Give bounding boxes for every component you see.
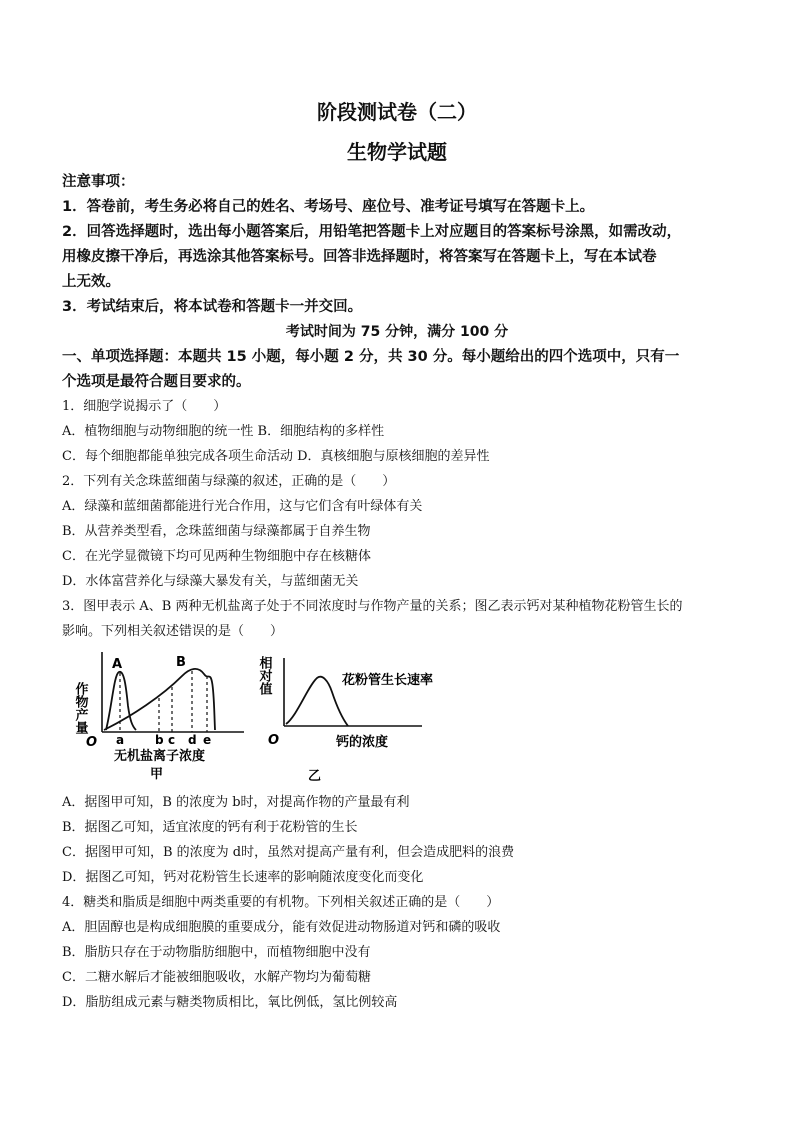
notice-item: 上无效。 [62,274,120,290]
question-option: B．据图乙可知，适宜浓度的钙有利于花粉管的生长 [62,820,358,835]
figure-yi-ylabel: 相对值 [256,656,272,695]
figure-yi [257,655,434,784]
question-option: A．据图甲可知，B 的浓度为 b时，对提高作物的产量最有利 [62,795,410,810]
tick-label: d [188,733,197,747]
notice-item: 1．答卷前，考生务必将自己的姓名、考场号、座位号、准考证号填写在答题卡上。 [62,199,595,215]
curve-b-label: B [176,655,186,670]
exam-info: 考试时间为 75 分钟，满分 100 分 [285,324,509,340]
growth-curve [286,677,348,726]
notice-item: 用橡皮擦干净后，再选涂其他答案标号。回答非选择题时，将答案写在答题卡上，写在本试卷 [62,249,657,265]
figure-jia-caption: 甲 [150,767,164,782]
figure-yi-caption: 乙 [308,769,322,784]
question-stem: 3．图甲表示 A、B 两种无机盐离子处于不同浓度时与作物产量的关系；图乙表示钙对某种植物花粉管生长的 [62,599,683,614]
curve-label: 花粉管生长速率 [342,673,434,688]
notice-item: 3．考试结束后，将本试卷和答题卡一并交回。 [62,299,363,315]
section-heading: 一、单项选择题：本题共 15 小题，每小题 2 分，共 30 分。每小题给出的四个选项中，只有一 [62,349,680,365]
question-option: B．从营养类型看，念珠蓝细菌与绿藻都属于自养生物 [62,524,371,539]
question-stem: 4．糖类和脂质是细胞中两类重要的有机物。下列相关叙述正确的是（ ） [62,895,500,910]
question-option: C．据图甲可知，B 的浓度为 d时，虽然对提高产量有利，但会造成肥料的浪费 [62,845,515,860]
question-option: D．脂肪组成元素与糖类物质相比，氧比例低，氢比例较高 [62,995,398,1010]
question-option: C．在光学显微镜下均可见两种生物细胞中存在核糖体 [62,549,371,564]
question-option: D．水体富营养化与绿藻大暴发有关，与蓝细菌无关 [62,574,359,589]
origin-label: O [86,735,98,750]
tick-label: c [168,733,176,747]
question-option: A．绿藻和蓝细菌都能进行光合作用，这与它们含有叶绿体有关 [62,499,423,514]
curve-a-label: A [112,657,123,672]
figure-jia-xlabel: 无机盐离子浓度 [114,749,206,764]
page-title: 阶段测试卷（二） [317,100,477,124]
page-subtitle: 生物学试题 [347,140,447,164]
notice-heading: 注意事项： [62,174,135,190]
question-option: C．每个细胞都能单独完成各项生命活动 D．真核细胞与原核细胞的差异性 [62,449,490,464]
question-option: B．脂肪只存在于动物脂肪细胞中，而植物细胞中没有 [62,945,371,960]
figure-yi-xlabel: 钙的浓度 [336,735,389,750]
question-stem: 2．下列有关念珠蓝细菌与绿藻的叙述，正确的是（ ） [62,474,396,489]
figure-jia-ylabel: 作物产量 [72,682,88,734]
origin-label: O [268,733,280,748]
tick-label: a [116,733,125,747]
tick-label: b [155,733,164,747]
question-figure [72,646,472,790]
question-option: A．胆固醇也是构成细胞膜的重要成分，能有效促进动物肠道对钙和磷的吸收 [62,920,501,935]
tick-label: e [203,733,212,747]
question-option: C．二糖水解后才能被细胞吸收，水解产物均为葡萄糖 [62,970,371,985]
question-stem: 1．细胞学说揭示了（ ） [62,399,227,414]
notice-item: 2．回答选择题时，选出每小题答案后，用铅笔把答题卡上对应题目的答案标号涂黑，如需改动， [62,224,682,240]
question-option: A．植物细胞与动物细胞的统一性 B．细胞结构的多样性 [62,424,385,439]
question-stem: 影响。下列相关叙述错误的是（ ） [62,624,284,639]
question-option: D．据图乙可知，钙对花粉管生长速率的影响随浓度变化而变化 [62,870,424,885]
figure-jia [73,652,245,782]
figure-svg [72,646,472,786]
section-heading: 个选项是最符合题目要求的。 [62,374,251,390]
